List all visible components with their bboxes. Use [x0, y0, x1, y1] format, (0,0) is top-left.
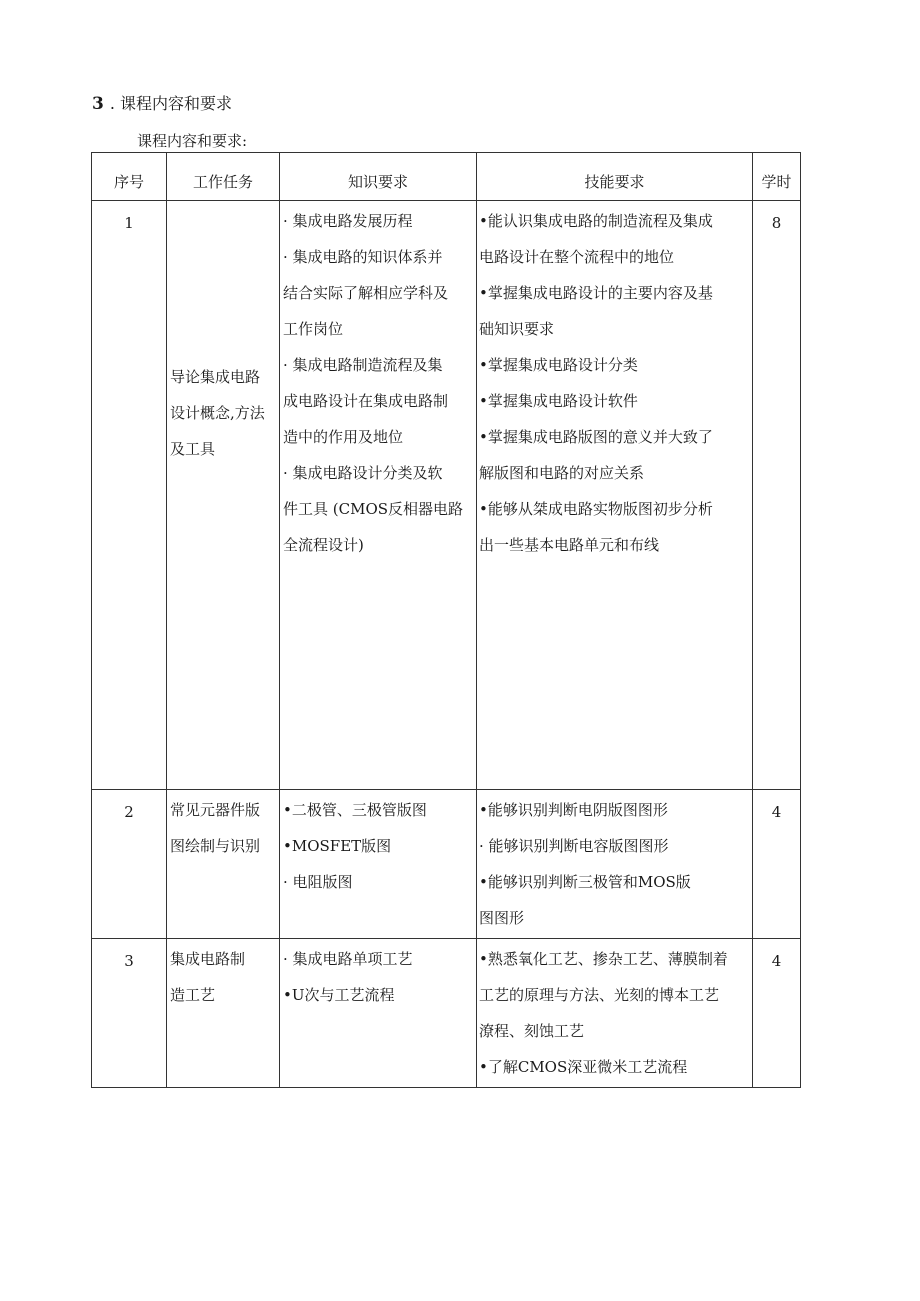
- knowledge-line: •二极管、三极管版图: [283, 801, 427, 819]
- skill-line: 础知识要求: [479, 320, 555, 338]
- skill-line: •能够从桀成电路实物版图初步分析: [479, 500, 713, 518]
- skill-line: 工艺的原理与方法、光刻的博本工艺: [479, 986, 720, 1004]
- knowledge-line: · 集成电路设计分类及软: [283, 464, 443, 482]
- row-hours: 4: [753, 939, 801, 1088]
- row-task: [167, 939, 280, 1088]
- knowledge-line: 件工具 (CMOS反相器电路: [283, 500, 464, 518]
- skill-line: •熟悉氧化工艺、掺杂工艺、薄膜制着: [479, 950, 728, 968]
- row-skills: [477, 939, 753, 1088]
- knowledge-line: 成电路设计在集成电路制: [283, 392, 449, 410]
- section-subtitle: 课程内容和要求:: [137, 132, 248, 150]
- skill-line: •能认识集成电路的制造流程及集成: [479, 212, 713, 230]
- skill-line: •掌握集成电路设计分类: [479, 356, 638, 374]
- header-task: 工作任务: [167, 153, 280, 201]
- row-task: [167, 201, 280, 790]
- table-row: [92, 201, 801, 790]
- section-heading: [92, 94, 232, 114]
- header-knowledge: 知识要求: [280, 153, 477, 201]
- skill-line: •了解CMOS深亚微米工艺流程: [479, 1058, 688, 1076]
- row-skills: [477, 201, 753, 790]
- task-line: 集成电路制: [170, 950, 246, 968]
- skill-line: 电路设计在整个流程中的地位: [479, 248, 675, 266]
- skill-line: •能够识别判断三极管和MOS版: [479, 873, 691, 891]
- knowledge-line: · 集成电路的知识体系并: [283, 248, 443, 266]
- knowledge-line: 全流程设计): [283, 536, 364, 554]
- knowledge-line: 结合实际了解相应学科及: [283, 284, 449, 302]
- knowledge-line: · 集成电路发展历程: [283, 212, 413, 230]
- section-number: 3: [92, 94, 104, 114]
- knowledge-line: 工作岗位: [283, 320, 344, 338]
- skill-line: 解版图和电路的对应关系: [479, 464, 645, 482]
- knowledge-line: · 集成电路单项工艺: [283, 950, 413, 968]
- knowledge-line: 造中的作用及地位: [283, 428, 404, 446]
- skill-line: •掌握集成电路版图的意义并大致了: [479, 428, 713, 446]
- row-index: 1: [92, 201, 167, 790]
- section-title: . 课程内容和要求: [109, 94, 233, 113]
- knowledge-line: •U次与工艺流程: [283, 986, 395, 1004]
- knowledge-line: · 集成电路制造流程及集: [283, 356, 443, 374]
- header-index: 序号: [92, 153, 167, 201]
- skill-line: 潦程、刻蚀工艺: [479, 1022, 585, 1040]
- table-row: [92, 790, 801, 939]
- row-knowledge: [280, 201, 477, 790]
- skill-line: •掌握集成电路设计的主要内容及基: [479, 284, 713, 302]
- skill-line: 图图形: [479, 909, 525, 927]
- header-hours: 学时: [753, 153, 801, 201]
- skill-line: •能够识别判断电阴版图图形: [479, 801, 668, 819]
- header-skills: 技能要求: [477, 153, 753, 201]
- row-hours: 4: [753, 790, 801, 939]
- skill-line: •掌握集成电路设计软件: [479, 392, 638, 410]
- task-line: 造工艺: [170, 986, 216, 1004]
- knowledge-line: •MOSFET版图: [283, 837, 392, 855]
- course-content-table: [91, 152, 801, 1088]
- task-line: 常见元器件版: [170, 801, 261, 819]
- table-row: [92, 939, 801, 1088]
- row-task: [167, 790, 280, 939]
- task-line: 图绘制与识别: [170, 837, 261, 855]
- row-hours: 8: [753, 201, 801, 790]
- task-line: 设计概念,方法: [170, 404, 265, 422]
- row-knowledge: [280, 939, 477, 1088]
- table-header-row: [92, 153, 801, 201]
- task-line: 导论集成电路: [170, 368, 261, 386]
- knowledge-line: · 电阻版图: [283, 873, 353, 891]
- skill-line: 出一些基本电路单元和布线: [479, 536, 660, 554]
- row-index: 3: [92, 939, 167, 1088]
- row-skills: [477, 790, 753, 939]
- row-index: 2: [92, 790, 167, 939]
- task-line: 及工具: [170, 440, 216, 458]
- row-knowledge: [280, 790, 477, 939]
- skill-line: · 能够识别判断电容版图图形: [479, 837, 669, 855]
